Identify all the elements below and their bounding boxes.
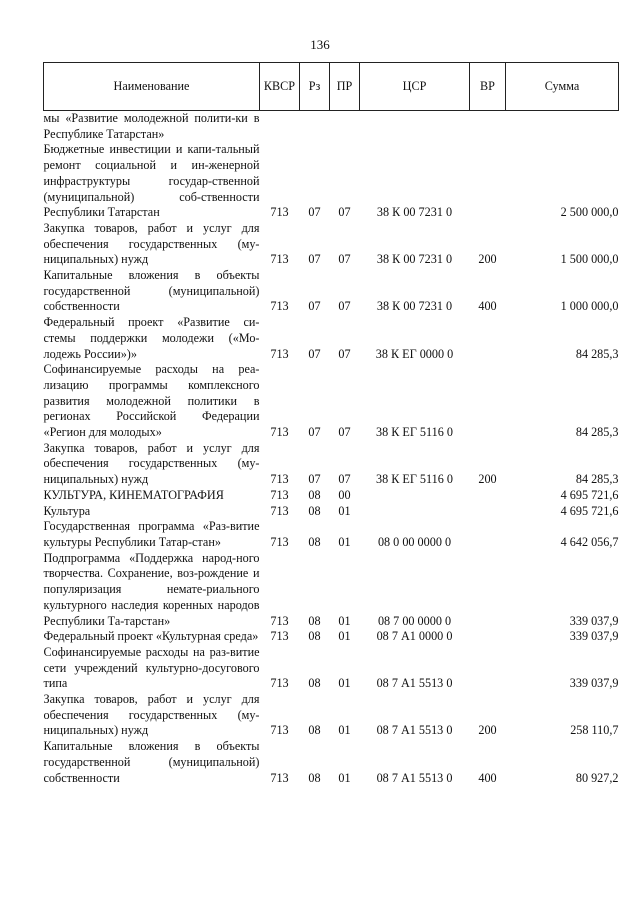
row-csr: 08 7 00 0000 0 <box>377 613 452 628</box>
row-csr: 08 7 А1 0000 0 <box>376 629 453 644</box>
row-sum: 84 285,3 <box>575 346 619 361</box>
row-rz: 07 <box>308 205 321 220</box>
table-row <box>44 315 619 362</box>
row-sum: 84 285,3 <box>575 425 619 440</box>
row-kvsr: 713 <box>270 299 289 314</box>
row-name: Государственная программа «Раз-витие культуры Республики Татар-стан» <box>43 519 260 549</box>
table-row <box>44 629 619 645</box>
row-name: Культура <box>43 503 91 518</box>
row-sum: 80 927,2 <box>575 770 619 785</box>
row-vr: 200 <box>478 723 497 738</box>
row-name: КУЛЬТУРА, КИНЕМАТОГРАФИЯ <box>43 487 224 502</box>
row-kvsr: 713 <box>270 425 289 440</box>
row-vr <box>470 504 506 520</box>
row-rz: 07 <box>308 472 321 487</box>
table-row <box>44 504 619 520</box>
table-row <box>44 739 619 786</box>
row-name: Капитальные вложения в объекты государственной (муниципальной) собственности <box>43 739 260 785</box>
row-kvsr <box>260 111 300 143</box>
row-vr: 200 <box>478 252 497 267</box>
budget-table <box>43 62 619 786</box>
row-rz: 07 <box>308 299 321 314</box>
row-name: Закупка товаров, работ и услуг для обеспечения государственных (му-ниципальных) нужд <box>43 440 260 487</box>
row-vr: 400 <box>478 299 497 314</box>
row-kvsr: 713 <box>270 472 289 487</box>
row-kvsr: 713 <box>270 534 289 549</box>
row-kvsr: 713 <box>270 252 289 267</box>
row-pr <box>330 111 360 143</box>
row-pr: 07 <box>338 252 351 267</box>
row-name: мы «Развитие молодежной полити-ки в Республике Татарстан» <box>43 111 260 141</box>
row-kvsr: 713 <box>270 346 289 361</box>
row-csr: 08 7 А1 5513 0 <box>376 723 453 738</box>
row-kvsr: 713 <box>270 629 289 644</box>
row-pr: 01 <box>338 534 351 549</box>
row-sum: 339 037,9 <box>569 676 619 691</box>
header-rz: Рз <box>300 63 330 111</box>
row-sum: 84 285,3 <box>575 472 619 487</box>
table-row <box>44 111 619 143</box>
row-vr <box>470 315 506 362</box>
row-kvsr: 713 <box>270 503 289 518</box>
row-rz: 07 <box>308 346 321 361</box>
row-vr <box>470 142 506 221</box>
row-kvsr: 713 <box>270 723 289 738</box>
row-rz: 08 <box>308 613 321 628</box>
table-row <box>44 441 619 488</box>
table-row <box>44 551 619 630</box>
row-vr <box>470 645 506 692</box>
table-row <box>44 519 619 550</box>
row-pr: 00 <box>338 487 351 502</box>
table-row <box>44 142 619 221</box>
row-pr: 07 <box>338 472 351 487</box>
row-vr <box>470 488 506 504</box>
row-vr <box>470 629 506 645</box>
row-csr: 38 К ЕГ 5116 0 <box>375 425 453 440</box>
row-vr <box>470 362 506 441</box>
row-vr: 400 <box>478 770 497 785</box>
table-row <box>44 221 619 268</box>
row-kvsr: 713 <box>270 770 289 785</box>
table-row <box>44 488 619 504</box>
row-kvsr: 713 <box>270 676 289 691</box>
row-pr: 01 <box>338 503 351 518</box>
table-row <box>44 362 619 441</box>
row-name: Софинансируемые расходы на реа-лизацию программы комплексного развития молодежной политики в регионах Российской Федерации «Регион для молодых» <box>43 362 260 440</box>
row-csr: 38 К 00 7231 0 <box>376 299 453 314</box>
header-pr: ПР <box>330 63 360 111</box>
row-pr: 01 <box>338 770 351 785</box>
row-vr <box>470 551 506 630</box>
row-name: Подпрограмма «Поддержка народ-ного творчества. Сохранение, воз-рождение и популяризация немате-риального культурного наследия коренных народов Республики Та-тарстан» <box>43 550 260 628</box>
row-rz <box>300 111 330 143</box>
row-sum <box>506 111 619 143</box>
row-csr <box>360 488 470 504</box>
header-kvsr: КВСР <box>260 63 300 111</box>
row-sum: 339 037,9 <box>569 613 619 628</box>
row-pr: 07 <box>338 299 351 314</box>
row-pr: 07 <box>338 425 351 440</box>
row-name: Федеральный проект «Культурная среда» <box>43 629 259 644</box>
header-row <box>44 63 619 111</box>
row-kvsr: 713 <box>270 487 289 502</box>
row-name: Закупка товаров, работ и услуг для обеспечения государственных (му-ниципальных) нужд <box>43 220 260 267</box>
row-csr: 38 К ЕГ 5116 0 <box>375 472 453 487</box>
row-rz: 07 <box>308 252 321 267</box>
table-row <box>44 268 619 315</box>
row-csr: 08 7 А1 5513 0 <box>376 770 453 785</box>
row-rz: 08 <box>308 534 321 549</box>
row-csr: 08 7 А1 5513 0 <box>376 676 453 691</box>
row-sum: 1 000 000,0 <box>560 299 619 314</box>
row-sum: 258 110,7 <box>570 723 619 738</box>
header-sum: Сумма <box>506 63 619 111</box>
row-name: Федеральный проект «Развитие си-стемы поддержки молодежи («Мо-лодежь России»)» <box>43 315 260 361</box>
row-rz: 08 <box>308 629 321 644</box>
row-rz: 07 <box>308 425 321 440</box>
row-vr <box>470 519 506 550</box>
row-sum: 339 037,9 <box>569 629 619 644</box>
row-vr: 200 <box>478 472 497 487</box>
page-number: 136 <box>310 37 330 52</box>
row-csr: 38 К 00 7231 0 <box>376 252 453 267</box>
header-csr: ЦСР <box>360 63 470 111</box>
row-pr: 01 <box>338 613 351 628</box>
row-rz: 08 <box>308 503 321 518</box>
row-pr: 07 <box>338 346 351 361</box>
row-name: Софинансируемые расходы на раз-витие сети учреждений культурно-досугового типа <box>43 644 260 691</box>
row-sum: 4 695 721,6 <box>560 503 619 518</box>
row-pr: 01 <box>338 723 351 738</box>
row-name: Закупка товаров, работ и услуг для обеспечения государственных (му-ниципальных) нужд <box>43 692 260 738</box>
row-sum: 4 642 056,7 <box>560 534 619 549</box>
table-row <box>44 645 619 692</box>
row-csr: 38 К 00 7231 0 <box>376 205 453 220</box>
row-rz: 08 <box>308 770 321 785</box>
row-rz: 08 <box>308 487 321 502</box>
row-csr: 08 0 00 0000 0 <box>377 534 452 549</box>
row-pr: 01 <box>338 676 351 691</box>
row-sum: 1 500 000,0 <box>560 252 619 267</box>
row-rz: 08 <box>308 723 321 738</box>
row-rz: 08 <box>308 676 321 691</box>
row-pr: 01 <box>338 629 351 644</box>
row-csr <box>360 504 470 520</box>
row-pr: 07 <box>338 205 351 220</box>
row-kvsr: 713 <box>270 205 289 220</box>
row-sum: 4 695 721,6 <box>560 487 619 502</box>
table-row <box>44 692 619 739</box>
header-name: Наименование <box>44 63 260 111</box>
row-sum: 2 500 000,0 <box>560 205 619 220</box>
row-csr <box>360 111 470 143</box>
row-name: Бюджетные инвестиции и капи-тальный ремонт социальной и ин-женерной инфраструктуры государ-ственной (муниципальной) соб-ственности Республики Татарстан <box>43 142 260 220</box>
row-vr <box>470 111 506 143</box>
row-csr: 38 К ЕГ 0000 0 <box>375 346 454 361</box>
row-name: Капитальные вложения в объекты государственной (муниципальной) собственности <box>43 268 260 314</box>
header-vr: ВР <box>470 63 506 111</box>
row-kvsr: 713 <box>270 613 289 628</box>
